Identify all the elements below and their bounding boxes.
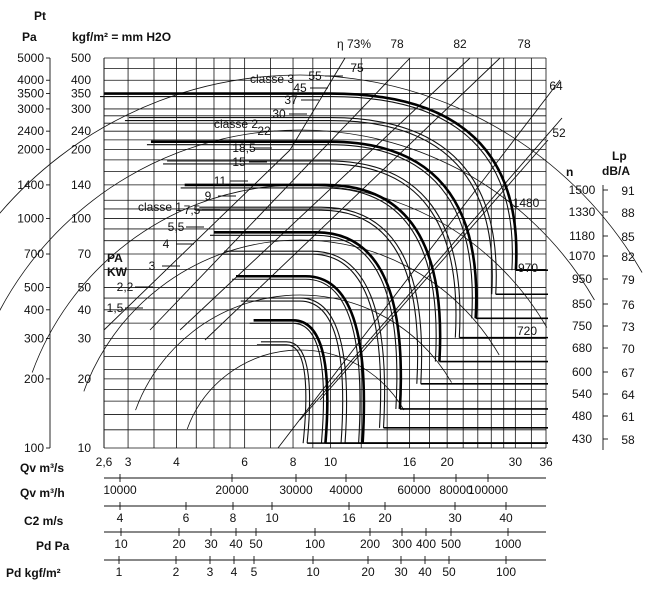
pd-pa-tick-label: 200 xyxy=(359,537,381,551)
pd-kgf-tick-label: 3 xyxy=(206,565,214,579)
speed-curve-750 xyxy=(214,232,401,409)
pa-tick-label: 2400 xyxy=(17,124,44,139)
power-label: 9 xyxy=(204,189,212,203)
pa-tick-label: 700 xyxy=(23,247,44,262)
qv-m3s-tick: 4 xyxy=(173,455,180,469)
qv-m3s-tick: 30 xyxy=(508,455,523,469)
speed-limit-label: 720 xyxy=(516,324,538,338)
power-label: 3 xyxy=(148,259,156,273)
power-label: 45 xyxy=(293,81,307,95)
power-label: 4 xyxy=(162,237,170,251)
qv-m3s-tick: 3 xyxy=(124,455,132,469)
lp-tick-label: 76 xyxy=(621,298,635,312)
pd-pa-tick-label: 50 xyxy=(249,537,263,551)
speed-curve-inner-850 xyxy=(195,210,417,384)
rpm-label: 1500 xyxy=(568,183,596,197)
speed-curve-inner-480 xyxy=(250,323,324,443)
lp-tick-label: 61 xyxy=(621,410,635,424)
flow-m3s-label: Qv m³/s xyxy=(20,461,65,475)
kgf-tick-label: 200 xyxy=(70,142,91,157)
kgf-axis-unit: kgf/m² = mm H2O xyxy=(72,30,172,44)
pd-kgf-tick-label: 1 xyxy=(115,565,123,579)
pd-pa-tick-label: 300 xyxy=(391,537,413,551)
lp-tick-label: 91 xyxy=(621,184,635,198)
pd-pa-tick-label: 100 xyxy=(304,537,326,551)
class-label: classe 2 xyxy=(213,117,259,131)
pd-kgf-tick-label: 100 xyxy=(495,565,517,579)
pa-tick-label: 200 xyxy=(23,371,44,386)
c2-tick-label: 10 xyxy=(265,511,279,525)
qv-m3h-tick-label: 30000 xyxy=(279,483,313,497)
efficiency-label: 82 xyxy=(453,37,467,51)
lp-tick-label: 58 xyxy=(621,433,635,447)
rpm-label: 600 xyxy=(571,365,593,379)
pd-kgf-tick-label: 40 xyxy=(418,565,432,579)
pa-axis-unit: Pa xyxy=(22,30,37,44)
pa-tick-label: 5000 xyxy=(17,51,44,65)
rpm-label: 480 xyxy=(571,409,593,423)
qv-m3s-tick: 8 xyxy=(289,455,297,469)
qv-m3h-tick-label: 20000 xyxy=(215,483,249,497)
kgf-tick-label: 100 xyxy=(70,211,91,226)
rpm-label: 430 xyxy=(571,432,593,446)
rpm-label: 950 xyxy=(571,272,593,286)
pa-tick-label: 100 xyxy=(23,441,44,455)
kgf-tick-label: 350 xyxy=(70,86,91,101)
pd-pa-tick-label: 500 xyxy=(440,537,462,551)
c2-tick-label: 4 xyxy=(116,511,124,525)
rpm-label: 1330 xyxy=(568,205,596,219)
lp-tick-label: 88 xyxy=(621,206,635,220)
kgf-tick-label: 10 xyxy=(77,441,91,455)
lp-axis-unit: dB/A xyxy=(602,164,630,178)
lp-tick-label: 73 xyxy=(621,320,635,334)
pa-tick-label: 3500 xyxy=(17,86,44,101)
pa-tick-label: 1400 xyxy=(17,177,44,192)
kgf-tick-label: 20 xyxy=(77,371,91,386)
pd-kgf-tick-label: 5 xyxy=(250,565,258,579)
lp-tick-label: 64 xyxy=(621,388,635,402)
c2-tick-label: 16 xyxy=(342,511,356,525)
kgf-tick-label: 400 xyxy=(70,73,91,88)
lp-tick-label: 79 xyxy=(621,273,635,287)
pa-tick-label: 1000 xyxy=(17,211,44,226)
power-label: 2,2 xyxy=(116,280,134,294)
c2-tick-label: 40 xyxy=(499,511,513,525)
efficiency-label: 78 xyxy=(517,37,531,51)
kgf-tick-label: 50 xyxy=(77,280,91,295)
qv-m3h-tick-label: 80000 xyxy=(439,483,473,497)
pt-axis-title: Pt xyxy=(34,9,46,23)
pa-tick-label: 500 xyxy=(23,280,44,295)
power-label: 18,5 xyxy=(232,141,256,155)
kgf-tick-label: 30 xyxy=(77,331,91,346)
power-label: 5,5 xyxy=(167,220,185,234)
pd-pa-tick-label: 20 xyxy=(172,537,186,551)
qv-m3s-tick: 10 xyxy=(323,455,338,469)
pd-kgf-tick-label: 30 xyxy=(394,565,408,579)
qv-m3s-tick: 6 xyxy=(241,455,248,469)
pd-kgf-tick-label: 2 xyxy=(172,565,180,579)
pd-kgf-label: Pd kgf/m² xyxy=(6,566,61,580)
power-label: 11 xyxy=(213,174,227,188)
kgf-tick-label: 240 xyxy=(70,124,91,139)
qv-m3h-tick-label: 10000 xyxy=(103,483,137,497)
pd-kgf-tick-label: 50 xyxy=(442,565,456,579)
c2-label: C2 m/s xyxy=(24,514,64,528)
power-label: 22 xyxy=(257,124,271,138)
qv-m3s-tick: 20 xyxy=(440,455,454,469)
kgf-tick-label: 500 xyxy=(70,51,91,65)
power-label: 15 xyxy=(232,155,246,169)
rpm-label: 1180 xyxy=(569,229,595,243)
pd-pa-tick-label: 1000 xyxy=(494,537,522,551)
pa-tick-label: 400 xyxy=(23,302,44,317)
qv-m3h-tick-label: 40000 xyxy=(329,483,363,497)
pd-kgf-tick-label: 10 xyxy=(306,565,320,579)
qv-m3h-tick-label: 100000 xyxy=(467,483,509,497)
pa-label: PA xyxy=(107,251,123,265)
c2-tick-label: 8 xyxy=(229,511,237,525)
c2-tick-label: 6 xyxy=(182,511,190,525)
pa-tick-label: 2000 xyxy=(17,142,44,157)
lp-tick-label: 85 xyxy=(621,230,635,244)
speed-curve-inner-430 xyxy=(257,345,306,443)
pd-pa-tick-label: 400 xyxy=(415,537,437,551)
pd-pa-tick-label: 10 xyxy=(114,537,128,551)
kgf-tick-label: 300 xyxy=(70,101,91,116)
qv-m3s-tick: 36 xyxy=(539,455,553,469)
power-label: 7,5 xyxy=(183,203,201,217)
kgf-tick-label: 140 xyxy=(70,177,91,192)
lp-tick-label: 70 xyxy=(621,342,635,356)
efficiency-label: 75 xyxy=(350,61,364,75)
qv-m3s-tick: 16 xyxy=(402,455,417,469)
power-label: 30 xyxy=(272,107,286,121)
efficiency-label: 78 xyxy=(390,37,404,51)
power-label: 55 xyxy=(308,69,322,83)
class-label: classe 3 xyxy=(249,72,295,86)
system-line xyxy=(180,58,470,330)
qv-m3s-tick: 2,6 xyxy=(95,455,113,469)
pd-pa-tick-label: 30 xyxy=(204,537,218,551)
speed-label: n xyxy=(566,165,574,179)
power-label: 1,5 xyxy=(106,301,124,315)
lp-tick-label: 67 xyxy=(621,366,635,380)
rpm-label: 540 xyxy=(571,387,593,401)
rpm-label: 1070 xyxy=(568,249,596,263)
c2-tick-label: 20 xyxy=(378,511,392,525)
pa-tick-label: 3000 xyxy=(17,101,44,116)
pa-tick-label: 4000 xyxy=(17,73,44,88)
class-label: classe 1 xyxy=(137,200,183,214)
speed-limit-label: 1480 xyxy=(512,196,540,210)
efficiency-label: η 73% xyxy=(336,37,372,51)
efficiency-curve xyxy=(136,295,452,410)
flow-m3h-label: Qv m³/h xyxy=(20,486,65,500)
rpm-label: 850 xyxy=(571,297,593,311)
pd-pa-label: Pd Pa xyxy=(36,539,70,553)
c2-tick-label: 30 xyxy=(448,511,462,525)
efficiency-label: 64 xyxy=(549,79,563,93)
speed-curve-1180 xyxy=(148,142,476,319)
rpm-label: 680 xyxy=(571,341,593,355)
qv-m3h-tick-label: 60000 xyxy=(397,483,431,497)
kgf-tick-label: 40 xyxy=(77,302,91,317)
lp-tick-label: 82 xyxy=(621,250,635,264)
power-label: 37 xyxy=(284,93,298,107)
pa-tick-label: 300 xyxy=(23,331,44,346)
kw-label: KW xyxy=(107,265,127,279)
kgf-tick-label: 70 xyxy=(77,247,91,262)
pd-kgf-tick-label: 4 xyxy=(230,565,238,579)
pd-kgf-tick-label: 20 xyxy=(361,565,375,579)
pd-pa-tick-label: 40 xyxy=(229,537,243,551)
lp-axis-title: Lp xyxy=(612,149,627,163)
efficiency-label: 52 xyxy=(552,126,566,140)
rpm-label: 750 xyxy=(571,319,593,333)
speed-limit-label: 970 xyxy=(517,261,539,275)
